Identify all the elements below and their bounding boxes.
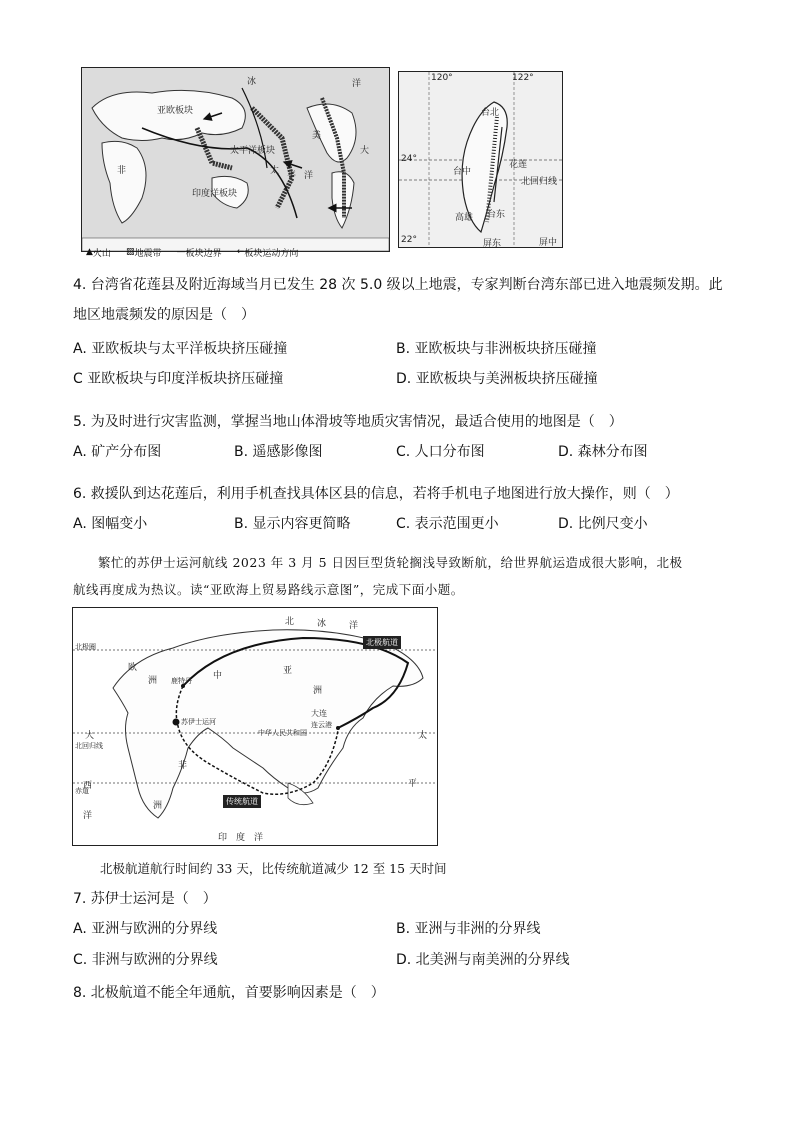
question-7-option-d[interactable]: D. 北美洲与南美洲的分界线 <box>396 952 570 968</box>
label-indian-plate: 印度洋板块 <box>192 189 238 199</box>
trade-route-map <box>72 607 438 846</box>
label-lianyungang: 连云港 <box>311 721 332 729</box>
legend-seismic-label: 地震带 <box>134 248 162 259</box>
taiwan-map-graphic <box>399 72 562 247</box>
label-equator: 赤道 <box>75 787 89 795</box>
label-africa-2: 洲 <box>153 801 163 811</box>
label-atlantic-big: 大 <box>85 731 95 741</box>
label-africa: 非 <box>117 166 127 176</box>
label-ping: 平 <box>287 171 297 181</box>
label-europe-1: 欧 <box>128 663 138 673</box>
question-4-option-d[interactable]: D. 亚欧板块与美洲板块挤压碰撞 <box>396 371 598 387</box>
label-hualien: 花莲 <box>509 160 528 170</box>
plate-map-graphic <box>82 68 389 251</box>
label-europe-2: 洲 <box>148 676 158 686</box>
legend-boundary: — 板块边界 <box>176 247 222 259</box>
label-pacific-char: 太 <box>270 166 280 176</box>
label-rotterdam: 鹿特丹 <box>171 677 192 685</box>
question-6-option-b[interactable]: B. 显示内容更简略 <box>234 516 351 532</box>
label-lat-24: 24° <box>401 154 417 164</box>
legend-motion-label: 板块运动方向 <box>244 248 299 259</box>
legend-seismic: ▨ 地震带 <box>126 247 162 259</box>
question-4-stem-cont: 地区地震频发的原因是（ ） <box>73 307 255 323</box>
question-4-option-a[interactable]: A. 亚欧板块与太平洋板块挤压碰撞 <box>73 341 288 357</box>
question-7-option-b[interactable]: B. 亚洲与非洲的分界线 <box>396 921 541 937</box>
question-5-option-c[interactable]: C. 人口分布图 <box>396 444 485 460</box>
label-lat-22: 22° <box>401 235 417 245</box>
taiwan-map <box>398 71 563 248</box>
question-6-option-d[interactable]: D. 比例尺变小 <box>558 516 648 532</box>
label-pacific-tai: 太 <box>418 731 428 741</box>
question-5-option-d[interactable]: D. 森林分布图 <box>558 444 648 460</box>
question-5-option-a[interactable]: A. 矿产分布图 <box>73 444 162 460</box>
label-eurasia-plate: 亚欧板块 <box>157 106 194 116</box>
label-yang: 洋 <box>304 171 314 181</box>
label-dalian: 大连 <box>311 709 327 718</box>
tag-traditional-route: 传统航道 <box>223 795 261 808</box>
question-5-stem: 5. 为及时进行灾害监测，掌握当地山体滑坡等地质灾害情况，最适合使用的地图是（ ） <box>73 414 623 430</box>
label-suez-canal: 苏伊士运河 <box>181 718 216 726</box>
label-arctic-3: 洋 <box>349 621 359 631</box>
label-africa-1: 非 <box>178 761 188 771</box>
label-middle: 中 <box>213 671 223 681</box>
label-asia-2: 洲 <box>313 686 323 696</box>
question-7-option-c[interactable]: C. 非洲与欧洲的分界线 <box>73 952 218 968</box>
label-pingtung: 屏东 <box>483 239 502 249</box>
label-taitung: 台东 <box>487 210 506 220</box>
label-atlantic-yang: 洋 <box>83 811 93 821</box>
question-8-stem: 8. 北极航道不能全年通航，首要影响因素是（ ） <box>73 985 385 1001</box>
question-6-option-a[interactable]: A. 图幅变小 <box>73 516 148 532</box>
label-lon-120: 120° <box>431 73 453 83</box>
question-5-option-b[interactable]: B. 遥感影像图 <box>234 444 323 460</box>
label-arctic-1: 北 <box>285 617 295 627</box>
question-4-option-b[interactable]: B. 亚欧板块与非洲板块挤压碰撞 <box>396 341 597 357</box>
legend-motion: ← 板块运动方向 <box>236 247 299 259</box>
label-arctic-2: 冰 <box>317 619 327 629</box>
legend-volcano: ▲ 火山 <box>86 247 111 259</box>
label-lon-122: 122° <box>512 73 534 83</box>
label-indian-ocean: 印 度 洋 <box>218 833 264 843</box>
question-6-stem: 6. 救援队到达花莲后，利用手机查找具体区县的信息，若将手机电子地图进行放大操作，则（ ） <box>73 486 679 502</box>
label-arctic-circle: 北极圈 <box>75 643 96 651</box>
label-asia-1: 亚 <box>283 666 293 676</box>
question-7-option-a[interactable]: A. 亚洲与欧洲的分界线 <box>73 921 218 937</box>
legend-volcano-label: 火山 <box>92 248 111 259</box>
question-7-stem: 7. 苏伊士运河是（ ） <box>73 891 217 907</box>
label-pacific-ping: 平 <box>408 779 418 789</box>
label-atlantic-west: 西 <box>83 781 93 791</box>
tag-arctic-route: 北极航道 <box>363 636 401 649</box>
passage-line-1: 繁忙的苏伊士运河航线 2023 年 3 月 5 日因巨型货轮搁浅导致断航，给世界航运造成很大影响，北极 <box>98 555 683 570</box>
label-big: 大 <box>360 146 370 156</box>
legend-boundary-label: 板块边界 <box>185 248 222 259</box>
passage-line-2: 航线再度成为热议。读“亚欧海上贸易路线示意图”，完成下面小题。 <box>73 582 464 597</box>
question-4-stem: 4. 台湾省花莲县及附近海域当月已发生 28 次 5.0 级以上地震，专家判断台湾东部已进入地震频发期。此 <box>73 277 723 293</box>
label-ice: 冰 <box>247 77 257 87</box>
label-china: 中华人民共和国 <box>258 729 307 737</box>
label-ocean-top: 洋 <box>352 79 362 89</box>
plate-tectonics-map <box>81 67 390 259</box>
label-america: 美 <box>312 131 322 141</box>
label-kaohsiung: 高雄 <box>455 213 474 223</box>
question-4-option-c[interactable]: C 亚欧板块与印度洋板块挤压碰撞 <box>73 371 284 387</box>
label-taipei: 台北 <box>481 108 500 118</box>
label-tropic: 北回归线 <box>521 177 558 187</box>
label-taichung: 台中 <box>453 167 472 177</box>
label-pacific-plate: 太平洋板块 <box>230 146 276 156</box>
label-ping-city: 屏中 <box>539 238 558 248</box>
question-6-option-c[interactable]: C. 表示范围更小 <box>396 516 499 532</box>
plate-map-legend <box>86 239 308 259</box>
label-tropic-cancer: 北回归线 <box>75 742 103 750</box>
route-map-caption: 北极航道航行时间约 33 天，比传统航道减少 12 至 15 天时间 <box>100 861 447 876</box>
